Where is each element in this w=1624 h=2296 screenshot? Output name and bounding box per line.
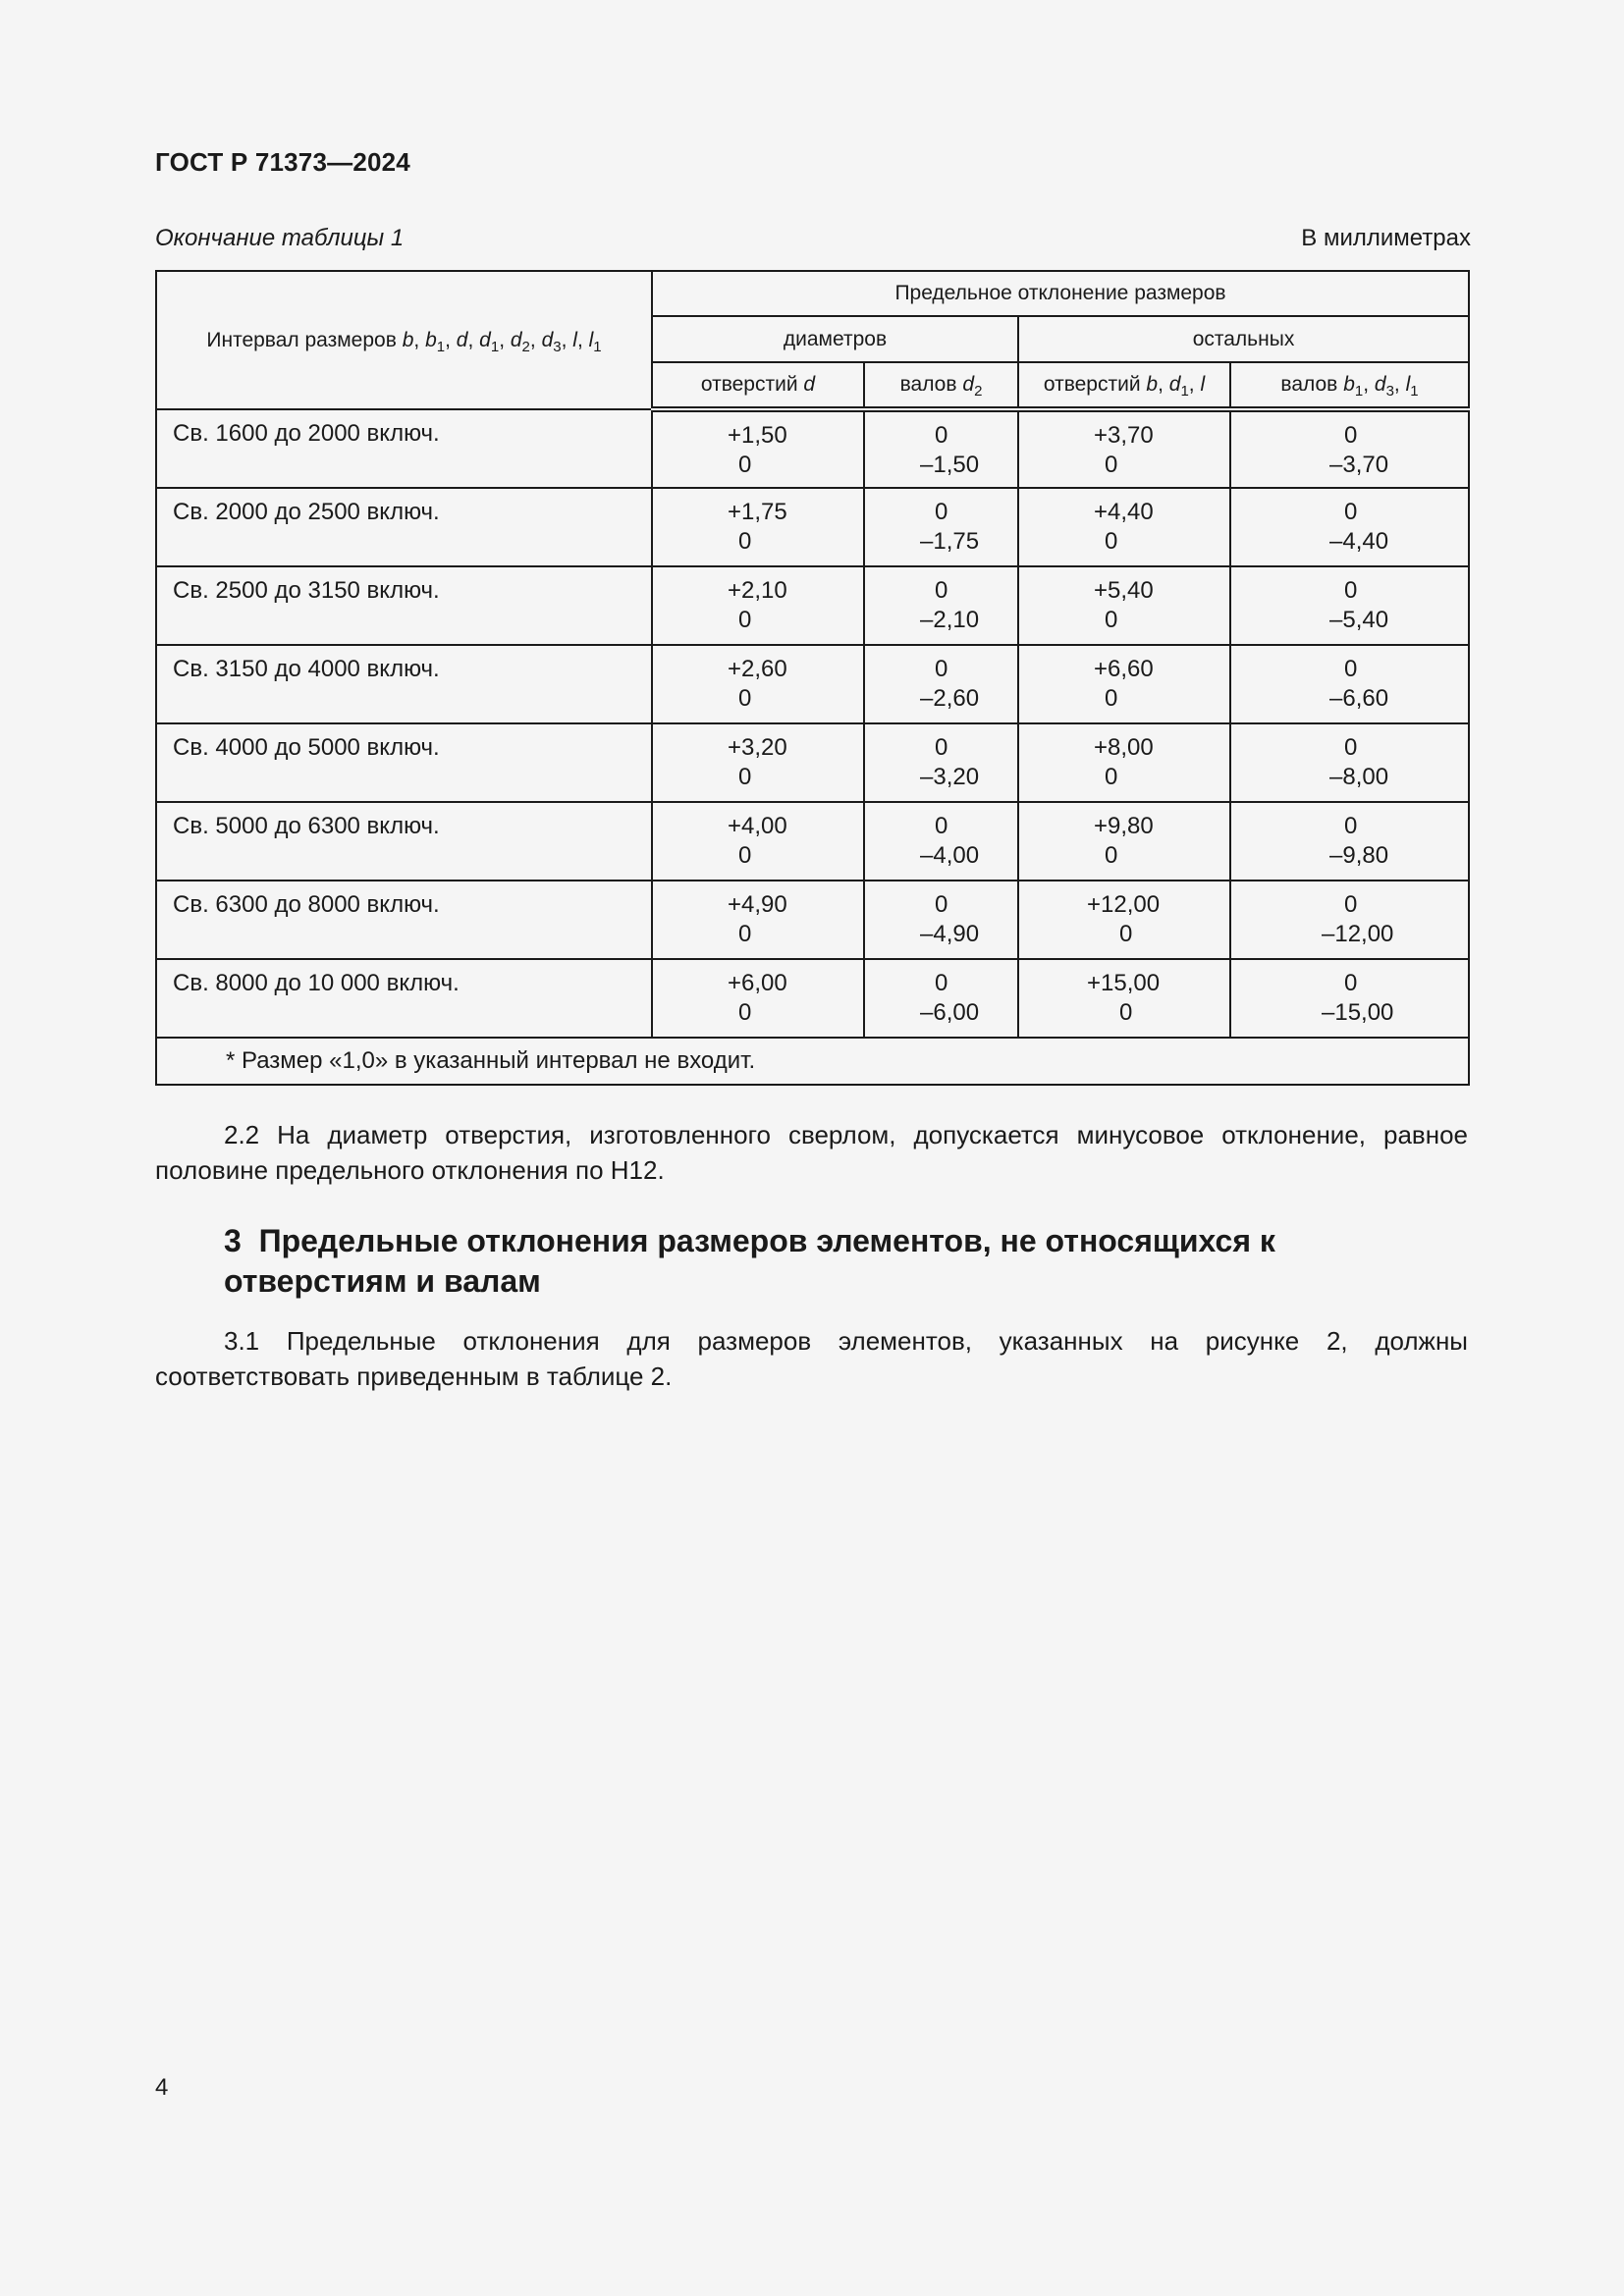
holes-d-cell: +6,00 0 [652, 959, 864, 1038]
holes-other-cell: +5,40 0 [1018, 566, 1230, 645]
interval-cell: Св. 1600 до 2000 включ. [156, 409, 652, 488]
interval-cell: Св. 3150 до 4000 включ. [156, 645, 652, 723]
holes-d-cell: +4,00 0 [652, 802, 864, 881]
holes-other-cell: +9,80 0 [1018, 802, 1230, 881]
header-deviation: Предельное отклонение размеров [652, 271, 1469, 316]
shafts-d2-cell: 0 –3,20 [864, 723, 1018, 802]
table-row [156, 723, 1469, 802]
holes-other-cell: +4,40 0 [1018, 488, 1230, 566]
shafts-other-cell: 0 –8,00 [1230, 723, 1469, 802]
holes-other-cell: +8,00 0 [1018, 723, 1230, 802]
table-row [156, 802, 1469, 881]
holes-other-cell: +6,60 0 [1018, 645, 1230, 723]
holes-d-cell: +4,90 0 [652, 881, 864, 959]
header-other: остальных [1018, 316, 1469, 362]
holes-other-cell: +3,70 0 [1018, 409, 1230, 488]
header-holes-other: отверстий b, $d_1$, l [1018, 362, 1230, 409]
table-row [156, 409, 1469, 488]
shafts-other-cell: 0 –12,00 [1230, 881, 1469, 959]
shafts-d2-cell: 0 –2,10 [864, 566, 1018, 645]
table-row [156, 881, 1469, 959]
table-row [156, 959, 1469, 1038]
paragraph-2-2: 2.2 На диаметр отверстия, изготовленного сверлом, допускается минусовое отклонение, равное половине предельного отклонения по Н12. [155, 1120, 1468, 1185]
shafts-d2-cell: 0 –1,75 [864, 488, 1018, 566]
header-interval: Интервал размеров b, $b_1$, d, $d_1$, $d_2$, $d_3$, l, $l_1$ [156, 271, 652, 409]
holes-other-cell: +15,00 0 [1018, 959, 1230, 1038]
shafts-d2-cell: 0 –6,00 [864, 959, 1018, 1038]
table-row [156, 566, 1469, 645]
interval-cell: Св. 4000 до 5000 включ. [156, 723, 652, 802]
shafts-other-cell: 0 –6,60 [1230, 645, 1469, 723]
interval-cell: Св. 6300 до 8000 включ. [156, 881, 652, 959]
shafts-d2-cell: 0 –2,60 [864, 645, 1018, 723]
holes-d-cell: +3,20 0 [652, 723, 864, 802]
holes-d-cell: +1,75 0 [652, 488, 864, 566]
interval-cell: Св. 8000 до 10 000 включ. [156, 959, 652, 1038]
holes-d-cell: +2,60 0 [652, 645, 864, 723]
table-row [156, 488, 1469, 566]
header-shafts-d2: валов $d_2$ [864, 362, 1018, 409]
shafts-other-cell: 0 –3,70 [1230, 409, 1469, 488]
header-diameters: диаметров [652, 316, 1018, 362]
table-caption: Окончание таблицы 1 [155, 225, 405, 251]
tolerance-table [155, 270, 1470, 1086]
table-row [156, 645, 1469, 723]
interval-cell: Св. 5000 до 6300 включ. [156, 802, 652, 881]
holes-other-cell: +12,00 0 [1018, 881, 1230, 959]
table-footnote-row [156, 1038, 1469, 1085]
paragraph-3-1: 3.1 Предельные отклонения для размеров элементов, указанных на рисунке 2, должны соответствовать приведенным в таблице 2. [155, 1326, 1468, 1391]
shafts-other-cell: 0 –15,00 [1230, 959, 1469, 1038]
interval-cell: Св. 2500 до 3150 включ. [156, 566, 652, 645]
page-number: 4 [155, 2074, 169, 2101]
holes-d-cell: +2,10 0 [652, 566, 864, 645]
section-3-heading: 3 Предельные отклонения размеров элементов, не относящихся к отверстиям и валам [224, 1223, 1275, 1299]
table-footnote: * Размер «1,0» в указанный интервал не входит. [156, 1038, 1469, 1085]
header-shafts-other: валов $b_1$, $d_3$, $l_1$ [1230, 362, 1469, 409]
shafts-other-cell: 0 –4,40 [1230, 488, 1469, 566]
shafts-other-cell: 0 –9,80 [1230, 802, 1469, 881]
shafts-d2-cell: 0 –4,90 [864, 881, 1018, 959]
table-body [156, 409, 1469, 1085]
interval-cell: Св. 2000 до 2500 включ. [156, 488, 652, 566]
shafts-d2-cell: 0 –1,50 [864, 409, 1018, 488]
units-note: В миллиметрах [1301, 225, 1471, 251]
header-holes-d: отверстий d [652, 362, 864, 409]
document-header: ГОСТ Р 71373—2024 [155, 147, 410, 177]
shafts-d2-cell: 0 –4,00 [864, 802, 1018, 881]
holes-d-cell: +1,50 0 [652, 409, 864, 488]
shafts-other-cell: 0 –5,40 [1230, 566, 1469, 645]
